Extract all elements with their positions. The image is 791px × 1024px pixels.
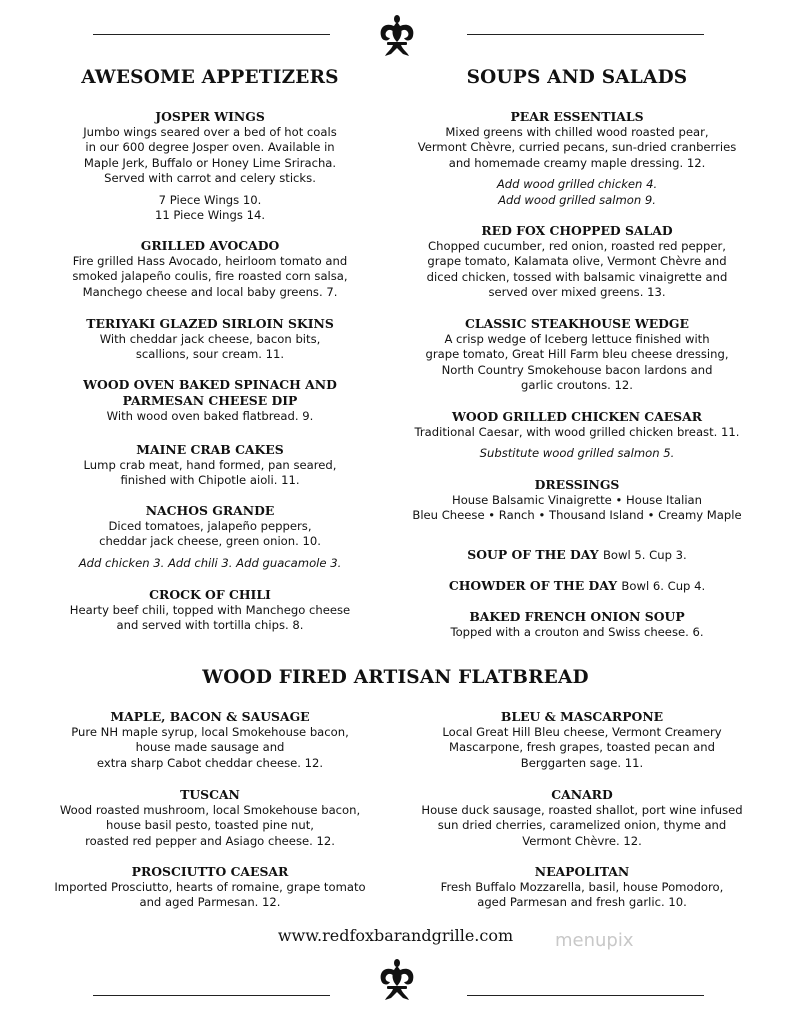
item-desc-line: scallions, sour cream. 11. bbox=[135, 347, 285, 362]
item-price: Bowl 6. Cup 4. bbox=[621, 579, 706, 593]
item-desc-line: Fresh Buffalo Mozzarella, basil, house Pomodoro, bbox=[440, 880, 724, 894]
bottom-right-rule bbox=[467, 995, 704, 996]
item-desc-line: Vermont Chèvre. 12. bbox=[522, 833, 642, 848]
item-name: MAINE CRAB CAKES bbox=[136, 442, 284, 457]
item-desc-line: House Balsamic Vinaigrette • House Italian bbox=[451, 493, 702, 507]
item-name: CANARD bbox=[551, 787, 613, 802]
item-name: CHOWDER OF THE DAY bbox=[448, 578, 618, 593]
item-price: Bowl 5. Cup 3. bbox=[602, 548, 687, 562]
item-name: TERIYAKI GLAZED SIRLOIN SKINS bbox=[86, 316, 334, 331]
flatbread-title: WOOD FIRED ARTISAN FLATBREAD bbox=[202, 667, 589, 688]
flatbread-bleu-mascarpone bbox=[392, 709, 772, 771]
item-name: PROSCIUTTO CAESAR bbox=[131, 864, 289, 879]
item-desc-line: Topped with a crouton and Swiss cheese. 6. bbox=[450, 625, 704, 639]
item-desc-line: house basil pesto, toasted pine nut, bbox=[105, 818, 314, 833]
appetizer-josper-wings bbox=[30, 109, 390, 223]
item-desc-line: Diced tomatoes, jalapeño peppers, bbox=[108, 519, 312, 533]
item-name: MAPLE, BACON & SAUSAGE bbox=[110, 709, 310, 724]
item-name: NEAPOLITAN bbox=[534, 864, 630, 879]
appetizer-nachos-grande bbox=[30, 503, 390, 571]
menupix-watermark: menupix bbox=[555, 930, 634, 951]
item-name: CLASSIC STEAKHOUSE WEDGE bbox=[465, 316, 689, 331]
item-name: CROCK OF CHILI bbox=[149, 587, 271, 602]
flatbread-canard bbox=[392, 787, 772, 849]
item-desc-line: Local Great Hill Bleu cheese, Vermont Creamery bbox=[442, 725, 722, 739]
item-desc-line: Imported Prosciutto, hearts of romaine, grape tomato bbox=[54, 880, 366, 894]
appetizer-maine-crab-cakes bbox=[30, 442, 390, 489]
item-desc-line: diced chicken, tossed with balsamic vinaigrette and bbox=[426, 269, 728, 284]
item-desc-line: aged Parmesan and fresh garlic. 10. bbox=[477, 895, 687, 910]
appetizer-grilled-avocado bbox=[30, 238, 390, 300]
appetizer-sirloin-skins bbox=[30, 316, 390, 363]
item-addon-line: Add wood grilled chicken 4. bbox=[496, 177, 658, 192]
item-desc-line: North Country Smokehouse bacon lardons and bbox=[441, 362, 713, 377]
item-name: BAKED FRENCH ONION SOUP bbox=[469, 609, 685, 624]
item-desc-line: house made sausage and bbox=[135, 740, 285, 755]
flatbread-maple-bacon-sausage bbox=[20, 709, 400, 771]
item-desc-line: served over mixed greens. 13. bbox=[488, 285, 666, 300]
item-addon-line: Substitute wood grilled salmon 5. bbox=[479, 446, 675, 461]
bottom-left-rule bbox=[93, 995, 330, 996]
fleur-ornament-top-icon bbox=[377, 14, 417, 58]
item-name: RED FOX CHOPPED SALAD bbox=[481, 223, 673, 238]
item-desc-line: Berggarten sage. 11. bbox=[520, 755, 644, 770]
item-name: JOSPER WINGS bbox=[155, 109, 265, 124]
item-desc-line: Hearty beef chili, topped with Manchego cheese bbox=[69, 603, 351, 617]
item-desc-line: grape tomato, Great Hill Farm bleu cheese dressing, bbox=[425, 347, 729, 362]
chowder-of-the-day bbox=[392, 578, 762, 594]
item-desc-line: extra sharp Cabot cheddar cheese. 12. bbox=[96, 755, 324, 770]
item-desc-line: Lump crab meat, hand formed, pan seared, bbox=[83, 458, 337, 472]
item-desc-line: sun dried cherries, caramelized onion, thyme and bbox=[437, 818, 727, 833]
item-addon-line: Add wood grilled salmon 9. bbox=[498, 192, 656, 207]
item-desc-line: in our 600 degree Josper oven. Available in bbox=[85, 140, 335, 155]
item-desc-line: and homemade creamy maple dressing. 12. bbox=[448, 155, 706, 170]
item-desc-line: House duck sausage, roasted shallot, port wine infused bbox=[421, 803, 743, 817]
item-addon-line: Add chicken 3. Add chili 3. Add guacamole 3. bbox=[78, 555, 342, 570]
soup-french-onion bbox=[392, 609, 762, 640]
item-desc-line: Vermont Chèvre, curried pecans, sun-dried cranberries bbox=[417, 140, 737, 155]
fleur-ornament-bottom-icon bbox=[377, 958, 417, 1002]
item-name: GRILLED AVOCADO bbox=[140, 238, 280, 253]
item-name: PEAR ESSENTIALS bbox=[510, 109, 644, 124]
item-desc-line: Manchego cheese and local baby greens. 7. bbox=[82, 284, 338, 299]
dressings bbox=[392, 477, 762, 524]
item-name: WOOD GRILLED CHICKEN CAESAR bbox=[451, 409, 703, 424]
soups-salads-title: SOUPS AND SALADS bbox=[466, 67, 688, 88]
item-desc-line: A crisp wedge of Iceberg lettuce finished with bbox=[444, 332, 710, 346]
item-desc-line: and aged Parmesan. 12. bbox=[139, 895, 281, 910]
item-desc-line: smoked jalapeño coulis, fire roasted corn salsa, bbox=[72, 269, 348, 284]
salad-steakhouse-wedge bbox=[392, 316, 762, 394]
item-desc-line: Served with carrot and celery sticks. bbox=[104, 171, 316, 186]
salad-chicken-caesar bbox=[392, 409, 762, 462]
item-desc-line: roasted red pepper and Asiago cheese. 12. bbox=[85, 833, 335, 848]
soup-of-the-day bbox=[392, 547, 762, 563]
item-name: DRESSINGS bbox=[534, 477, 620, 492]
item-name: WOOD OVEN BAKED SPINACH AND bbox=[83, 377, 337, 392]
item-desc-line: With cheddar jack cheese, bacon bits, bbox=[99, 332, 321, 346]
item-name: SOUP OF THE DAY bbox=[467, 547, 599, 562]
top-left-rule bbox=[93, 34, 330, 35]
item-desc-line: grape tomato, Kalamata olive, Vermont Chèvre and bbox=[427, 254, 727, 269]
item-desc-line: Pure NH maple syrup, local Smokehouse bacon, bbox=[71, 725, 349, 739]
appetizer-spinach-dip bbox=[30, 377, 390, 424]
item-desc-line: finished with Chipotle aioli. 11. bbox=[120, 473, 300, 488]
item-desc-line: Traditional Caesar, with wood grilled chicken breast. 11. bbox=[414, 425, 740, 439]
item-name: TUSCAN bbox=[180, 787, 240, 802]
flatbread-tuscan bbox=[20, 787, 400, 849]
item-desc-line: cheddar jack cheese, green onion. 10. bbox=[99, 534, 321, 549]
salad-pear-essentials bbox=[392, 109, 762, 208]
appetizers-title: AWESOME APPETIZERS bbox=[81, 67, 339, 88]
appetizer-crock-of-chili bbox=[30, 587, 390, 634]
salad-red-fox-chopped bbox=[392, 223, 762, 301]
item-desc-line: Jumbo wings seared over a bed of hot coals bbox=[83, 125, 337, 139]
item-price-line: 11 Piece Wings 14. bbox=[154, 208, 266, 223]
item-desc-line: Mixed greens with chilled wood roasted pear, bbox=[445, 125, 709, 139]
flatbread-prosciutto-caesar bbox=[20, 864, 400, 911]
website-link[interactable]: www.redfoxbarandgrille.com bbox=[277, 926, 514, 945]
item-desc-line: and served with tortilla chips. 8. bbox=[116, 618, 304, 633]
item-desc-line: Wood roasted mushroom, local Smokehouse bacon, bbox=[59, 803, 361, 817]
item-desc-line: Chopped cucumber, red onion, roasted red pepper, bbox=[428, 239, 726, 253]
item-name: BLEU & MASCARPONE bbox=[500, 709, 664, 724]
item-desc-line: With wood oven baked flatbread. 9. bbox=[106, 409, 314, 423]
item-desc-line: Maple Jerk, Buffalo or Honey Lime Sriracha. bbox=[83, 155, 337, 170]
item-desc-line: Mascarpone, fresh grapes, toasted pecan and bbox=[449, 740, 715, 755]
item-desc-line: garlic croutons. 12. bbox=[521, 378, 633, 393]
item-desc-line: Bleu Cheese • Ranch • Thousand Island • Creamy Maple bbox=[412, 508, 742, 523]
flatbread-neapolitan bbox=[392, 864, 772, 911]
top-right-rule bbox=[467, 34, 704, 35]
item-desc-line: Fire grilled Hass Avocado, heirloom tomato and bbox=[72, 254, 348, 268]
item-name: NACHOS GRANDE bbox=[145, 503, 275, 518]
item-name: PARMESAN CHEESE DIP bbox=[122, 393, 298, 408]
item-price-line: 7 Piece Wings 10. bbox=[158, 192, 262, 207]
